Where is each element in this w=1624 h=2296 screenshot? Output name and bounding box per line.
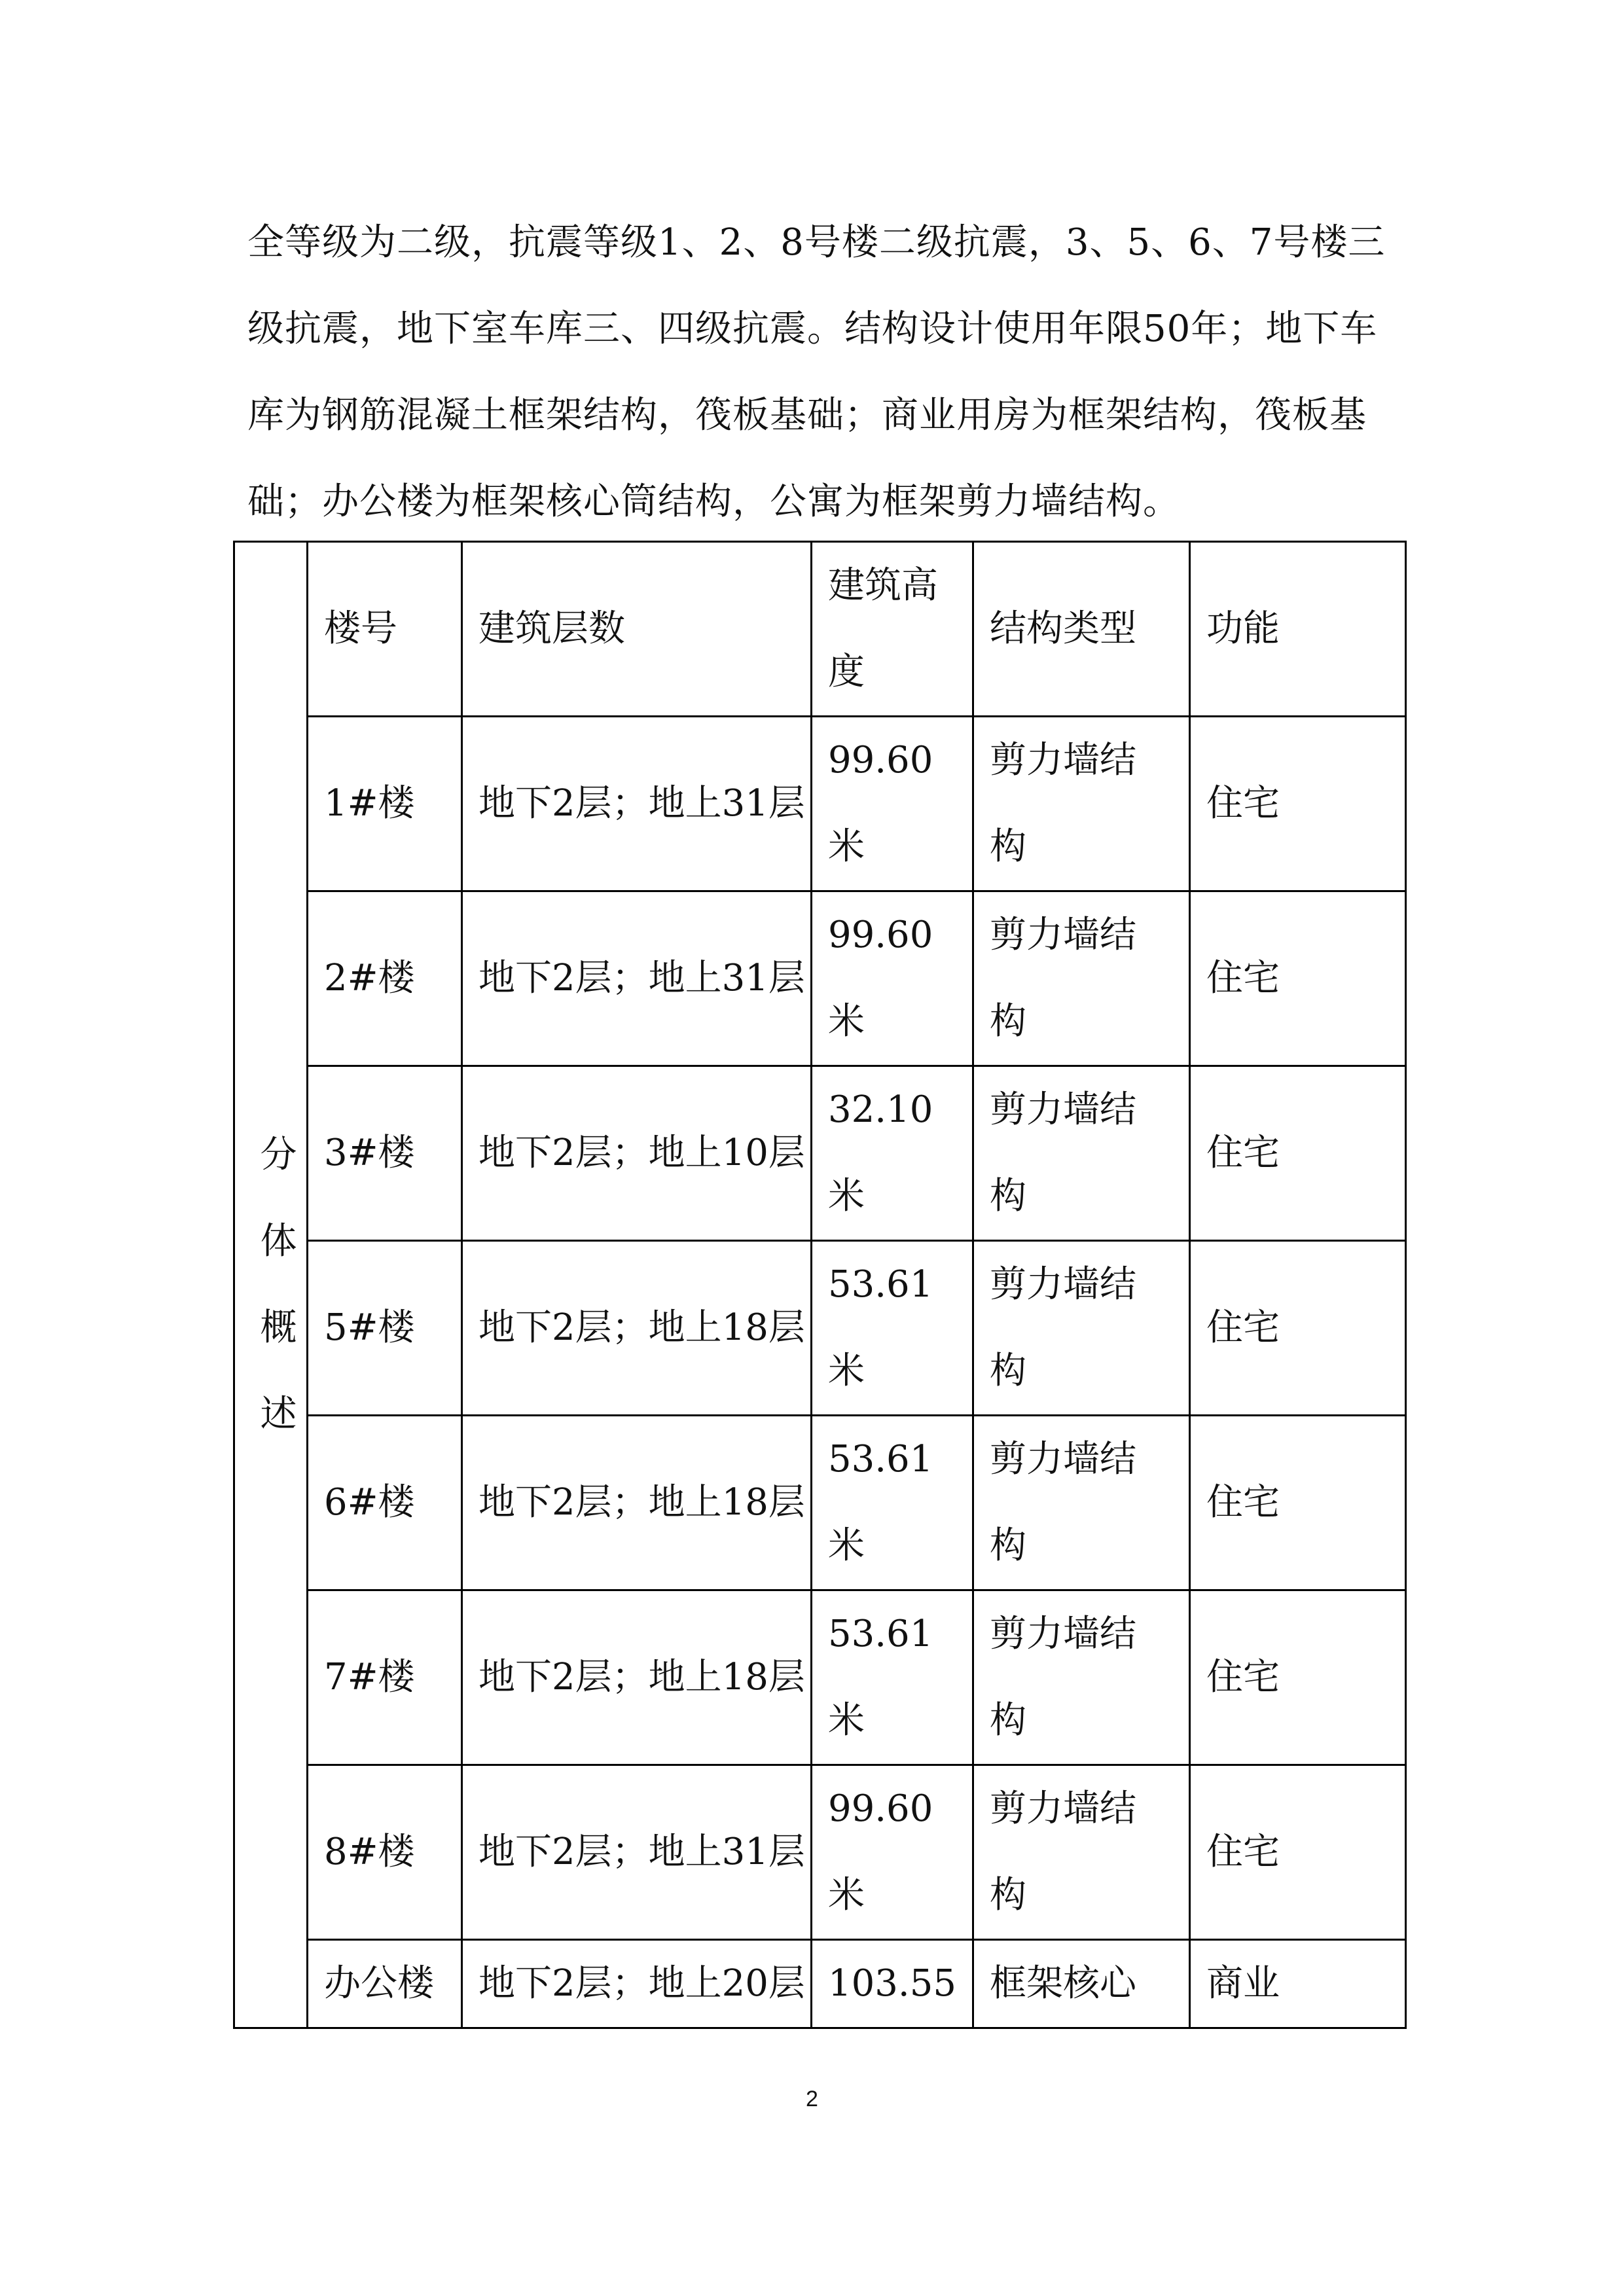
function-cell-text: 住宅 bbox=[1206, 1306, 1280, 1349]
structure-cell bbox=[973, 717, 1190, 891]
building-cell bbox=[308, 891, 462, 1066]
header-floors: 建筑层数 bbox=[462, 542, 812, 717]
function-cell bbox=[1190, 891, 1406, 1066]
building-cell bbox=[308, 1241, 462, 1416]
height-cell-text: 53.61 米 bbox=[828, 1438, 933, 1567]
floors-cell-text: 地下2层；地上31层 bbox=[478, 782, 805, 825]
header-height bbox=[812, 542, 973, 717]
height-cell-text: 53.61 米 bbox=[828, 1263, 933, 1392]
function-cell-text: 住宅 bbox=[1206, 1481, 1280, 1524]
building-cell-text: 6#楼 bbox=[324, 1481, 415, 1524]
body-paragraph bbox=[247, 200, 1399, 545]
floors-cell bbox=[462, 891, 812, 1066]
function-cell-text: 住宅 bbox=[1206, 1831, 1280, 1873]
height-cell bbox=[812, 1416, 973, 1590]
function-cell bbox=[1190, 1416, 1406, 1590]
structure-cell bbox=[973, 1765, 1190, 1940]
building-cell bbox=[308, 1590, 462, 1765]
floors-cell bbox=[462, 1765, 812, 1940]
building-cell bbox=[308, 1416, 462, 1590]
height-cell-text: 99.60 米 bbox=[828, 914, 933, 1043]
structure-cell bbox=[973, 1940, 1190, 2028]
structure-cell bbox=[973, 1416, 1190, 1590]
floors-cell bbox=[462, 1416, 812, 1590]
building-cell bbox=[308, 717, 462, 891]
building-cell-text: 7#楼 bbox=[324, 1656, 415, 1698]
structure-cell-text: 剪力墙结 构 bbox=[990, 1787, 1136, 1916]
table-row bbox=[234, 1416, 1406, 1590]
function-cell-text: 住宅 bbox=[1206, 1656, 1280, 1698]
structure-cell-text: 剪力墙结 构 bbox=[990, 1088, 1136, 1217]
structure-cell bbox=[973, 1066, 1190, 1241]
height-cell bbox=[812, 1241, 973, 1416]
paragraph-line: 全等级为二级，抗震等级1、2、8号楼二级抗震，3、5、6、7号楼三 bbox=[247, 221, 1386, 264]
floors-cell bbox=[462, 717, 812, 891]
function-cell bbox=[1190, 1241, 1406, 1416]
building-cell-text: 8#楼 bbox=[324, 1831, 415, 1873]
floors-cell-text: 地下2层；地上18层 bbox=[478, 1306, 805, 1349]
table-row bbox=[234, 1765, 1406, 1940]
function-cell-text: 住宅 bbox=[1206, 1132, 1280, 1174]
floors-cell-text: 地下2层；地上31层 bbox=[478, 957, 805, 999]
height-cell-text: 103.55 bbox=[828, 1962, 956, 2005]
function-cell-text: 商业 bbox=[1206, 1962, 1280, 2005]
table-row bbox=[234, 1241, 1406, 1416]
height-cell bbox=[812, 1940, 973, 2028]
floors-cell-text: 地下2层；地上18层 bbox=[478, 1656, 805, 1698]
header-height-text: 建筑高 度 bbox=[828, 564, 938, 693]
page-number: 2 bbox=[806, 2087, 818, 2111]
floors-cell-text: 地下2层；地上20层 bbox=[478, 1962, 805, 2005]
table-row bbox=[234, 1066, 1406, 1241]
height-cell-text: 99.60 米 bbox=[828, 739, 933, 868]
building-cell-text: 5#楼 bbox=[324, 1306, 415, 1349]
function-cell-text: 住宅 bbox=[1206, 782, 1280, 825]
table-row bbox=[234, 717, 1406, 891]
building-cell-text: 1#楼 bbox=[324, 782, 415, 825]
function-cell bbox=[1190, 1590, 1406, 1765]
height-cell-text: 99.60 米 bbox=[828, 1787, 933, 1916]
height-cell-text: 53.61 米 bbox=[828, 1613, 933, 1742]
structure-cell-text: 剪力墙结 构 bbox=[990, 739, 1136, 868]
function-cell bbox=[1190, 1940, 1406, 2028]
floors-cell bbox=[462, 1590, 812, 1765]
structure-cell bbox=[973, 891, 1190, 1066]
function-cell bbox=[1190, 717, 1406, 891]
floors-cell-text: 地下2层；地上18层 bbox=[478, 1481, 805, 1524]
building-cell bbox=[308, 1940, 462, 2028]
floors-cell bbox=[462, 1066, 812, 1241]
height-cell bbox=[812, 1765, 973, 1940]
header-building: 楼号 bbox=[308, 542, 462, 717]
floors-cell bbox=[462, 1940, 812, 2028]
structure-cell-text: 剪力墙结 构 bbox=[990, 1263, 1136, 1392]
side-label-cell bbox=[234, 542, 308, 2028]
structure-cell bbox=[973, 1590, 1190, 1765]
floors-cell-text: 地下2层；地上10层 bbox=[478, 1132, 805, 1174]
function-cell bbox=[1190, 1066, 1406, 1241]
height-cell bbox=[812, 1066, 973, 1241]
building-overview-table bbox=[233, 541, 1407, 2029]
building-cell-text: 办公楼 bbox=[324, 1962, 434, 2005]
header-structure: 结构类型 bbox=[973, 542, 1190, 717]
paragraph-line: 级抗震，地下室车库三、四级抗震。结构设计使用年限50年；地下车 bbox=[247, 308, 1378, 350]
structure-cell bbox=[973, 1241, 1190, 1416]
table-row bbox=[234, 891, 1406, 1066]
side-label: 分体概述 bbox=[260, 1134, 297, 1435]
function-cell bbox=[1190, 1765, 1406, 1940]
height-cell-text: 32.10 米 bbox=[828, 1088, 933, 1217]
table-row bbox=[234, 1590, 1406, 1765]
structure-cell-text: 剪力墙结 构 bbox=[990, 914, 1136, 1043]
height-cell bbox=[812, 891, 973, 1066]
table-header-row bbox=[234, 542, 1406, 717]
table-row bbox=[234, 1940, 1406, 2028]
structure-cell-text: 框架核心 bbox=[990, 1962, 1136, 2005]
floors-cell bbox=[462, 1241, 812, 1416]
structure-cell-text: 剪力墙结 构 bbox=[990, 1613, 1136, 1742]
building-cell bbox=[308, 1765, 462, 1940]
height-cell bbox=[812, 1590, 973, 1765]
building-cell bbox=[308, 1066, 462, 1241]
height-cell bbox=[812, 717, 973, 891]
structure-cell-text: 剪力墙结 构 bbox=[990, 1438, 1136, 1567]
paragraph-line: 础；办公楼为框架核心筒结构，公寓为框架剪力墙结构。 bbox=[247, 480, 1180, 523]
building-cell-text: 2#楼 bbox=[324, 957, 415, 999]
building-cell-text: 3#楼 bbox=[324, 1132, 415, 1174]
paragraph-line: 库为钢筋混凝土框架结构，筏板基础；商业用房为框架结构，筏板基 bbox=[247, 394, 1367, 437]
function-cell-text: 住宅 bbox=[1206, 957, 1280, 999]
floors-cell-text: 地下2层；地上31层 bbox=[478, 1831, 805, 1873]
header-function: 功能 bbox=[1190, 542, 1406, 717]
